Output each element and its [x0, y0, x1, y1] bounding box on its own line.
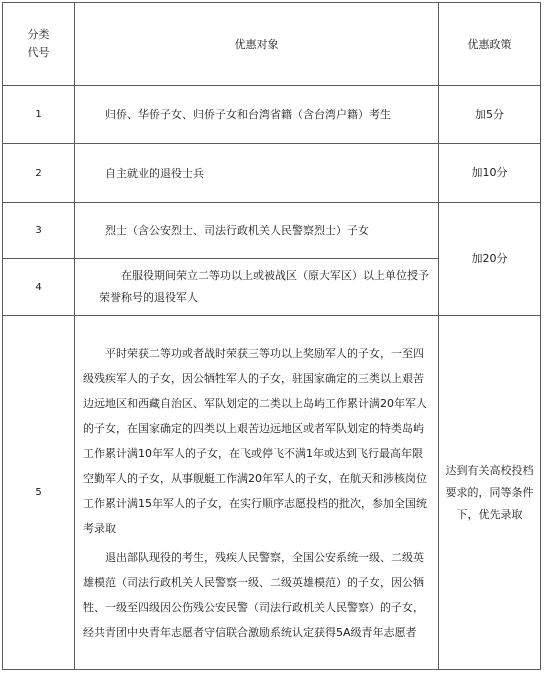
row-object-paragraph-1: 平时荣获二等功或者战时荣获三等功以上奖励军人的子女，一至四级残疾军人的子女，因公牺牲军人的子女，驻国家确定的三类以上艰苦边远地区和西藏自治区、军队划定的二类以上岛屿工作累计满20年军人的子女，在国家确定的四类以上艰苦边远地区或者军队划定的特类岛屿工作累计满10年军人的子女，在飞或停飞不满1年或达到飞行最高年限空勤军人的子女，从事舰艇工作满20年军人的子女，在航天和涉核岗位工作累计满15年军人的子女，在实行顺序志愿投档的批次，参加全国统考录取 [83, 346, 427, 535]
row-object: 烈士（含公安烈士、司法行政机关人民警察烈士）子女 [75, 203, 439, 259]
row-code: 5 [3, 316, 75, 670]
row-code: 3 [3, 203, 75, 259]
row-object: 归侨、华侨子女、归侨子女和台湾省籍（含台湾户籍）考生 [75, 86, 439, 144]
header-code [3, 3, 75, 86]
table-row [3, 316, 541, 670]
row-object-paragraph-2: 退出部队现役的考生，残疾人民警察，全国公安系统一级、二级英雄模范（司法行政机关人民警察一级、二级英雄模范）的子女，因公牺牲、一级至四级因公伤残公安民警（司法行政机关人民警察）的子女，经共青团中央青年志愿者守信联合激励系统认定获得5A级青年志愿者 [83, 550, 424, 639]
table-row [3, 203, 541, 259]
header-object: 优惠对象 [75, 3, 439, 86]
table-row [3, 144, 541, 203]
row-policy: 加10分 [439, 144, 541, 203]
header-code-line1: 分类 [27, 28, 50, 41]
row-object [75, 316, 439, 670]
row-code: 2 [3, 144, 75, 203]
row-object: 自主就业的退役士兵 [75, 144, 439, 203]
policy-table [2, 2, 541, 670]
header-policy: 优惠政策 [439, 3, 541, 86]
row-code: 1 [3, 86, 75, 144]
row-policy-merged: 加20分 [439, 203, 541, 316]
row-code: 4 [3, 259, 75, 316]
row-policy: 达到有关高校投档要求的，同等条件下，优先录取 [439, 316, 541, 670]
row-object [75, 259, 439, 316]
row-object-text: 在服役期间荣立二等功以上或被战区（原大军区）以上单位授予荣誉称号的退役军人 [99, 269, 429, 304]
row-policy: 加5分 [439, 86, 541, 144]
table-row [3, 86, 541, 144]
header-code-line2: 代号 [27, 46, 50, 59]
table-header-row [3, 3, 541, 86]
